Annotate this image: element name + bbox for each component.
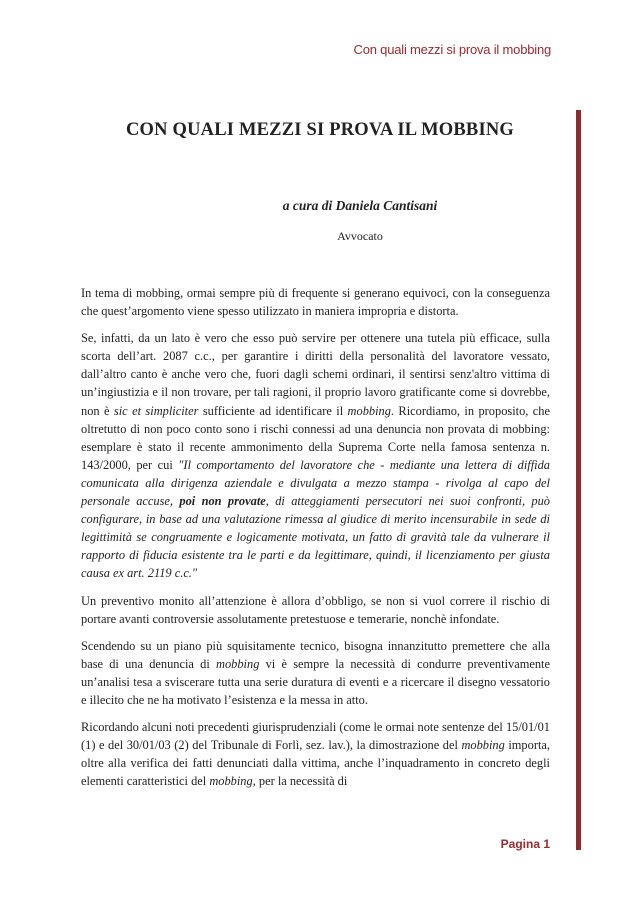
document-body (81, 284, 550, 799)
paragraph-2: Se, infatti, da un lato è vero che esso può servire per ottenere una tutela più efficace, sulla scorta dell’art. 2087 c.c., per garantire i diritti della personalità del lavoratore vessato, dall’altro canto è anche vero che, fuori dagli schemi ordinari, il sentirsi senz'altro vittima di un’ingiustizia e il non trovare, per tali ragioni, il proprio lavoro gratificante come si dovrebbe, non è sic et simpliciter sufficiente ad identificare il mobbing. Ricordiamo, in proposito, che oltretutto di non poco conto sono i rischi connessi ad una denuncia non provata di mobbing: esemplare è stato il recente ammonimento della Suprema Corte nella famosa sentenza n. 143/2000, per cui "Il comportamento del lavoratore che - mediante una lettera di diffida comunicata alla dirigenza aziendale e divulgata a mezzo stampa - rivolga al capo del personale accuse, poi non provate, di atteggiamenti persecutori nei suoi confronti, può configurare, in base ad una valutazione rimessa al giudice di merito incensurabile in sede di legittimità se congruamente e logicamente motivata, un fatto di gravità tale da vulnerare il rapporto di fiducia esistente tra le parti e da legittimare, quindi, il licenziamento per giusta causa ex art. 2119 c.c." (81, 331, 551, 581)
document-author: a cura di Daniela Cantisani (282, 198, 438, 213)
document-title: CON QUALI MEZZI SI PROVA IL MOBBING (125, 120, 515, 140)
paragraph-1: In tema di mobbing, ormai sempre più di frequente si generano equivoci, con la conseguenza che quest’argomento viene spesso utilizzato in maniera impropria e distorta. (81, 286, 550, 319)
side-accent-bar (576, 110, 581, 850)
paragraph-5: Ricordando alcuni noti precedenti giurisprudenziali (come le ormai note sentenze del 15/01/01 (1) e del 30/01/03 (2) del Tribunale di Forlì, sez. lav.), la dimostrazione del mobbing importa, oltre alla verifica dei fatti denunciati dalla vittima, anche l’inquadramento in concreto degli elementi caratteristici del mobbing, per la necessità di (81, 720, 550, 789)
author-role: Avvocato (337, 229, 383, 243)
paragraph-3: Un preventivo monito all’attenzione è allora d’obbligo, se non si vuol correre il rischio di portare avanti controversie assolutamente pretestuose e temerarie, nonchè infondate. (81, 593, 550, 626)
paragraph-4: Scendendo su un piano più squisitamente tecnico, bisogna innanzitutto premettere che alla base di una denuncia di mobbing vi è sempre la necessità di condurre preventivamente un’analisi tesa a sviscerare tutta una serie duratura di eventi e a ricercare il disegno vessatorio e illecito che ne ha motivato l’esistenza e la messa in atto. (81, 638, 550, 707)
page-number: Pagina 1 (500, 837, 550, 851)
quoted-sentence: "Il comportamento del lavoratore che - mediante una lettera di diffida comunicata alla dirigenza aziendale e divulgata a mezzo stampa - rivolga al capo del personale accuse, (81, 457, 550, 509)
running-header: Con quali mezzi si prova il mobbing (353, 42, 551, 57)
